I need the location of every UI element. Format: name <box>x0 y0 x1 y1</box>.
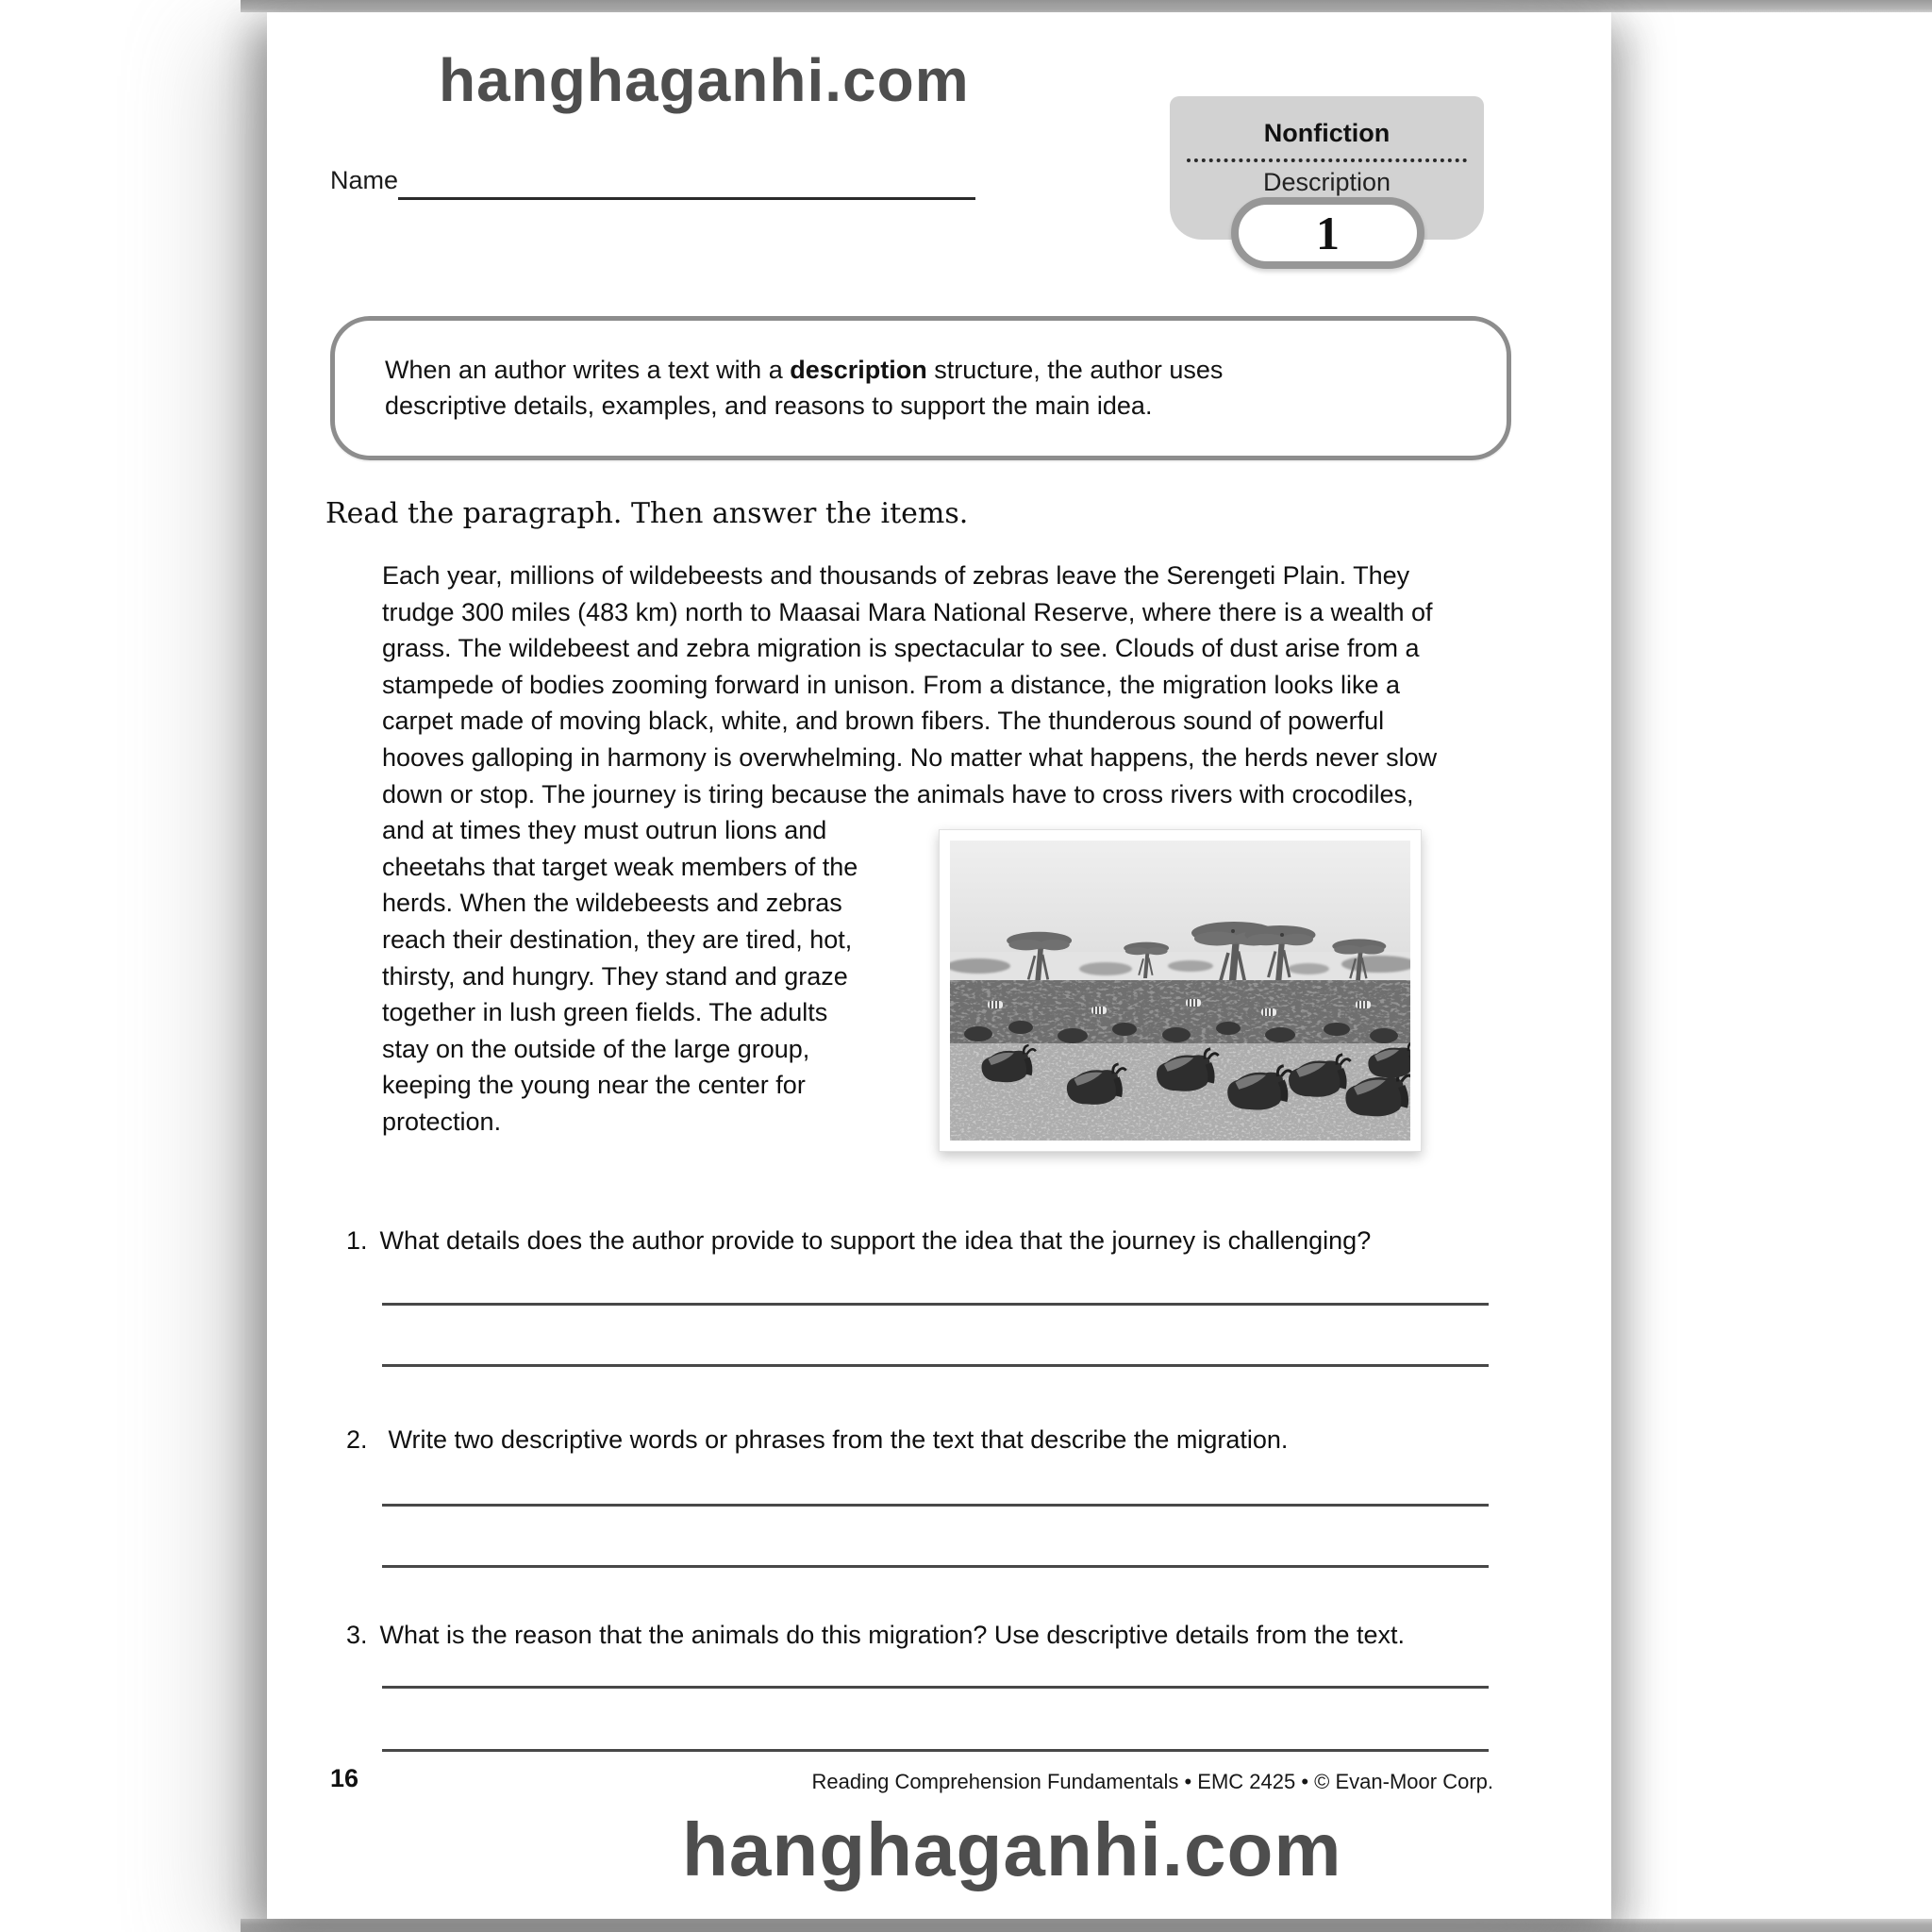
watermark-top: hanghaganhi.com <box>439 46 970 114</box>
photo-bottom-edge-bar <box>241 1919 1932 1932</box>
bold-term: description <box>790 356 927 384</box>
definition-text: When an author writes a text with a description structure, the author uses descriptive details, examples, and reasons to support the main idea. <box>385 356 1224 420</box>
answer-line[interactable] <box>382 1303 1489 1306</box>
copyright-credit: Reading Comprehension Fundamentals • EMC 2425 • © Evan-Moor Corp. <box>811 1770 1493 1793</box>
answer-line[interactable] <box>382 1565 1489 1568</box>
lesson-number: 1 <box>1316 207 1340 259</box>
answer-line[interactable] <box>382 1686 1489 1689</box>
page-content <box>267 12 1611 1919</box>
tab-dotted-divider <box>1187 158 1467 162</box>
question-1-text: What details does the author provide to support the idea that the journey is challenging? <box>379 1226 1372 1255</box>
question-2 <box>346 1425 1535 1455</box>
passage-text: Each year, millions of wildebeests and thousands of zebras leave the Serengeti Plain. They trudge 300 miles (483 km) north to Maasai Mara National Reserve, where there is a wealth of grass. The wildebeest and zebra migration is spectacular to see. Clouds of dust arise from a stampede of bodies zooming forward in unison. From a distance, the migration looks like a carpet made of moving black, white, and brown fibers. The thunderous sound of powerful hooves galloping in harmony is overwhelming. No matter what happens, the herds never slow down or stop. The journey is tiring because the animals have to cross rivers with crocodiles, and at times they must outrun lions and cheetahs that target weak members of the herds. When the wildebeests and zebras reach their destination, they are tired, hot, thirsty, and hungry. They stand and graze together in lush green fields. The adults stay on the outside of the large group, keeping the young near the center for protection. <box>382 561 1438 1136</box>
question-1 <box>346 1226 1535 1256</box>
name-input-line[interactable] <box>398 197 975 200</box>
tab-category: Nonfiction <box>1263 119 1391 147</box>
answer-line[interactable] <box>382 1364 1489 1367</box>
passage <box>382 558 1457 1152</box>
answer-line[interactable] <box>382 1504 1489 1507</box>
page-number: 16 <box>330 1764 359 1792</box>
watermark-bottom: hanghaganhi.com <box>682 1807 1342 1891</box>
savanna-herd-photo <box>950 841 1410 1141</box>
lesson-number-pill <box>1231 197 1424 269</box>
question-1-number: 1. <box>346 1226 368 1255</box>
tab-subcategory: Description <box>1262 168 1391 196</box>
name-label: Name <box>330 166 399 194</box>
answer-line[interactable] <box>382 1749 1489 1752</box>
photo-top-edge-bar <box>241 0 1932 12</box>
question-3-number: 3. <box>346 1621 368 1649</box>
question-2-text: Write two descriptive words or phrases from the text that describe the migration. <box>388 1425 1289 1454</box>
question-3-text: What is the reason that the animals do this migration? Use descriptive details from the text. <box>379 1621 1406 1649</box>
passage-photo-frame <box>939 829 1422 1152</box>
instructions-text: Read the paragraph. Then answer the items. <box>325 497 969 530</box>
question-3 <box>346 1621 1535 1650</box>
definition-box <box>330 316 1511 460</box>
question-2-number: 2. <box>346 1425 368 1454</box>
